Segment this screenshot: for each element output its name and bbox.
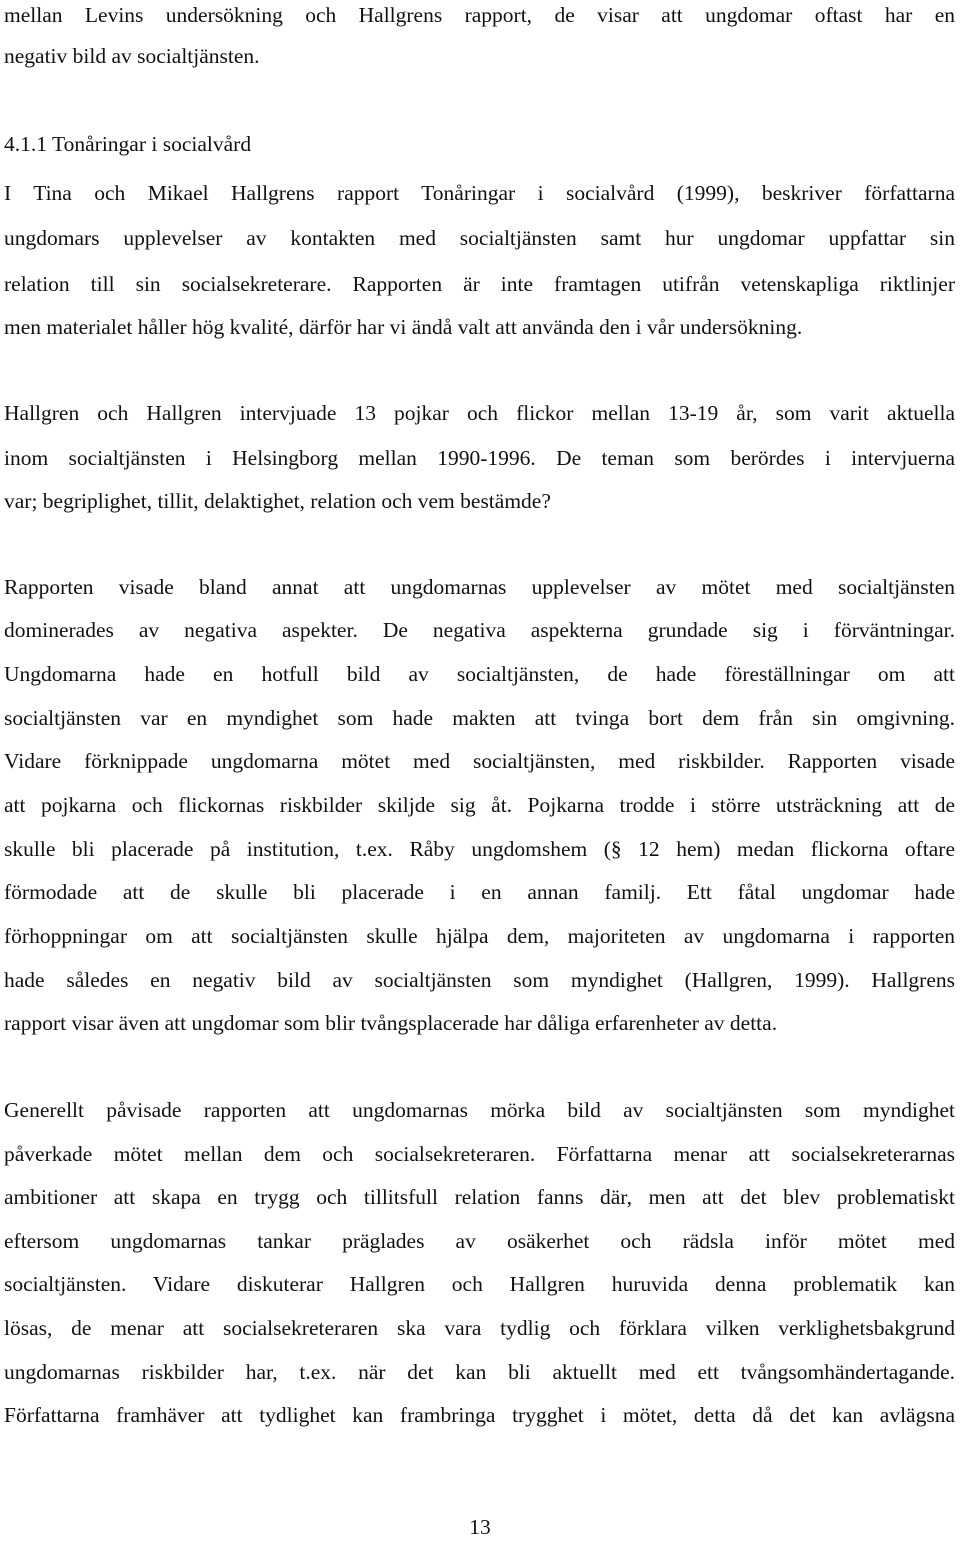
- text-line: negativ bild av socialtjänsten.: [4, 44, 260, 68]
- text-line: dominerades av negativa aspekter. De negativa aspekterna grundade sig i förväntningar.: [4, 618, 955, 642]
- text-line: Vidare förknippade ungdomarna mötet med socialtjänsten, med riskbilder. Rapporten visade: [4, 749, 955, 773]
- page-number: 13: [469, 1515, 491, 1539]
- text-line: rapport visar även att ungdomar som blir tvångsplacerade har dåliga erfarenheter av detta.: [4, 1011, 778, 1035]
- text-line: Författarna framhäver att tydlighet kan frambringa trygghet i mötet, detta då det kan avlägsna: [4, 1403, 955, 1427]
- text-line: påverkade mötet mellan dem och socialsekreteraren. Författarna menar att socialsekreterarnas: [4, 1142, 955, 1166]
- text-line: inom socialtjänsten i Helsingborg mellan 1990-1996. De teman som berördes i intervjuerna: [4, 446, 955, 470]
- text-line: Hallgren och Hallgren intervjuade 13 pojkar och flickor mellan 13-19 år, som varit aktuella: [4, 401, 955, 425]
- text-line: mellan Levins undersökning och Hallgrens rapport, de visar att ungdomar oftast har en: [4, 3, 955, 27]
- text-line: Generellt påvisade rapporten att ungdomarnas mörka bild av socialtjänsten som myndighet: [4, 1098, 955, 1122]
- text-line: I Tina och Mikael Hallgrens rapport Tonåringar i socialvård (1999), beskriver författarna: [4, 181, 955, 205]
- text-line: var; begriplighet, tillit, delaktighet, relation och vem bestämde?: [4, 489, 551, 513]
- text-line: Ungdomarna hade en hotfull bild av socialtjänsten, de hade föreställningar om att: [4, 662, 955, 686]
- text-line: skulle bli placerade på institution, t.ex. Råby ungdomshem (§ 12 hem) medan flickorna oftare: [4, 837, 955, 861]
- text-line: men materialet håller hög kvalité, därför har vi ändå valt att använda den i vår undersökning.: [4, 315, 803, 339]
- text-line: hade således en negativ bild av socialtjänsten som myndighet (Hallgren, 1999). Hallgrens: [4, 968, 955, 992]
- section-heading: 4.1.1 Tonåringar i socialvård: [4, 132, 252, 156]
- text-line: socialtjänsten var en myndighet som hade makten att tvinga bort dem från sin omgivning.: [4, 706, 955, 730]
- text-line: eftersom ungdomarnas tankar präglades av osäkerhet och rädsla inför mötet med: [4, 1229, 955, 1253]
- text-line: att pojkarna och flickornas riskbilder skiljde sig åt. Pojkarna trodde i större utsträckning att de: [4, 793, 955, 817]
- text-line: förmodade att de skulle bli placerade i en annan familj. Ett fåtal ungdomar hade: [4, 880, 955, 904]
- text-line: relation till sin socialsekreterare. Rapporten är inte framtagen utifrån vetenskapliga riktlinjer: [4, 272, 955, 296]
- text-line: ungdomars upplevelser av kontakten med socialtjänsten samt hur ungdomar uppfattar sin: [4, 226, 955, 250]
- text-line: socialtjänsten. Vidare diskuterar Hallgren och Hallgren huruvida denna problematik kan: [4, 1272, 955, 1296]
- text-line: förhoppningar om att socialtjänsten skulle hjälpa dem, majoriteten av ungdomarna i rapporten: [4, 924, 955, 948]
- text-line: Rapporten visade bland annat att ungdomarnas upplevelser av mötet med socialtjänsten: [4, 575, 955, 599]
- text-line: ambitioner att skapa en trygg och tillitsfull relation fanns där, men att det blev problematiskt: [4, 1185, 955, 1209]
- text-line: lösas, de menar att socialsekreteraren ska vara tydlig och förklara vilken verklighetsbakgrund: [4, 1316, 955, 1340]
- text-line: ungdomarnas riskbilder har, t.ex. när det kan bli aktuellt med ett tvångsomhändertagande.: [4, 1360, 955, 1384]
